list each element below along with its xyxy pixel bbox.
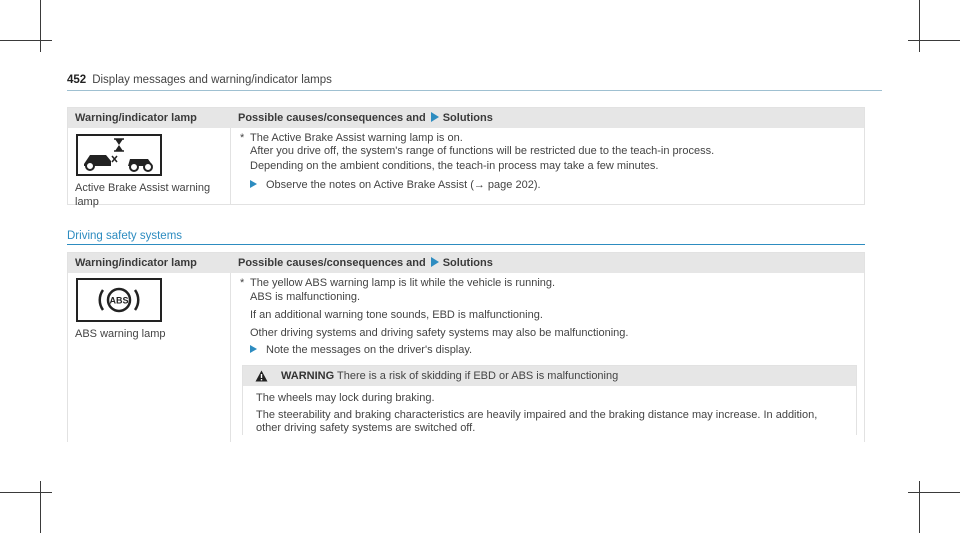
header-lamp-col: Warning/indicator lamp (75, 112, 197, 124)
warning-line-3: other driving safety systems are switched off. (256, 422, 476, 434)
solution-arrow-icon (431, 112, 439, 122)
crop-mark (40, 481, 41, 533)
abs-lamp-caption: ABS warning lamp (75, 328, 166, 340)
crop-mark (908, 40, 960, 41)
abs-cause-4: Other driving systems and driving safety systems may also be malfunctioning. (250, 327, 629, 339)
table-header (68, 108, 864, 128)
crop-mark (908, 492, 960, 493)
abs-cause-3: If an additional warning tone sounds, EBD is malfunctioning. (250, 309, 543, 321)
aba-table (67, 107, 865, 208)
warning-label: WARNING (281, 370, 335, 382)
solution-bullet-icon (250, 345, 257, 353)
header-causes-prefix: Possible causes/consequences and (238, 112, 426, 124)
warning-header (243, 366, 856, 386)
footnote-star: * (240, 132, 245, 144)
aba-solution (250, 179, 541, 191)
active-brake-assist-lamp-icon (76, 134, 162, 176)
page-number: 452 (67, 74, 87, 86)
warning-box (242, 365, 857, 435)
section-divider (67, 244, 865, 245)
warning-line-1: The wheels may lock during braking. (256, 392, 435, 404)
aba-cause-1 (240, 132, 463, 144)
table-header (68, 253, 864, 273)
abs-solution (250, 344, 472, 356)
crop-mark (40, 0, 41, 52)
abs-solution-text: Note the messages on the driver's display. (266, 344, 473, 356)
abs-lamp-icon (76, 278, 162, 322)
aba-lamp-caption: Active Brake Assist warning lamp (75, 182, 211, 208)
section-title: Driving safety systems (67, 230, 183, 242)
column-divider (230, 273, 231, 442)
header-causes-prefix: Possible causes/consequences and (238, 257, 426, 269)
aba-cause-3: Depending on the ambient conditions, the teach-in process may take a few minutes. (250, 160, 659, 172)
solution-arrow-icon (431, 257, 439, 267)
header-solutions-label: Solutions (442, 257, 493, 269)
crop-mark (919, 0, 920, 52)
abs-cause-1-text: The yellow ABS warning lamp is lit while the vehicle is running. (250, 277, 556, 289)
header-divider (67, 90, 882, 91)
column-divider (230, 128, 231, 204)
page-header (67, 74, 332, 86)
abs-cause-1 (240, 277, 555, 289)
crop-mark (0, 40, 52, 41)
crop-mark (0, 492, 52, 493)
aba-cause-2: After you drive off, the system's range of functions will be restricted due to the teach-in process. (250, 145, 715, 157)
abs-cause-2: ABS is malfunctioning. (250, 291, 361, 303)
footnote-star: * (240, 277, 245, 289)
header-solutions-label: Solutions (442, 112, 493, 124)
aba-cause-1-text: The Active Brake Assist warning lamp is on. (250, 132, 463, 144)
warning-line-2: The steerability and braking characteristics are heavily impaired and the braking distance may increase. In addition, (256, 409, 818, 421)
crop-mark (919, 481, 920, 533)
header-causes-col (238, 257, 493, 269)
warning-title: There is a risk of skidding if EBD or ABS is malfunctioning (337, 370, 619, 382)
abs-icon-text: ABS (109, 295, 129, 306)
header-lamp-col: Warning/indicator lamp (75, 257, 197, 269)
solution-bullet-icon (250, 180, 257, 188)
page-header-title: Display messages and warning/indicator lamps (92, 74, 332, 86)
aba-solution-text: Observe the notes on Active Brake Assist (→ page 202). (266, 179, 541, 191)
warning-triangle-icon (255, 370, 268, 382)
header-causes-col (238, 112, 493, 124)
